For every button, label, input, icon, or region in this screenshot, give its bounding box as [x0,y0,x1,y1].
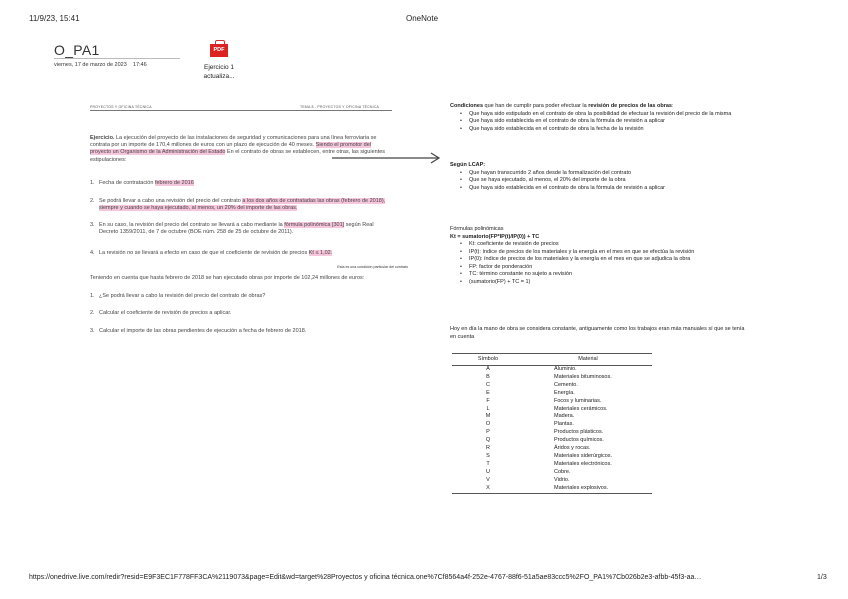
list-item: • FP: factor de ponderación [450,264,750,272]
table-row [452,374,652,382]
symbol-cell: A [486,366,490,372]
symbol-cell: O [485,421,491,428]
materials-table [452,353,652,494]
lcap-block [450,162,750,192]
symbol-cell: S [486,452,490,459]
attachment-name-line1: Ejercicio 1 [204,64,234,71]
symbol-cell: R [486,445,490,452]
table-row [452,390,652,398]
list-item: • Que se haya ejecutado, al menos, el 20% del importe de la obra [450,177,750,185]
conditions-heading [450,103,750,111]
ink-arrow[interactable] [330,150,446,166]
table-row [452,485,652,493]
lcap-heading: Según LCAP: [450,162,486,168]
question-1 [90,293,392,301]
symbol-cell: C [486,381,490,388]
material-cell: Áridos y rocas. [554,445,591,452]
question-text: ¿Se podrá llevar a cabo la revisión del precio del contrato de obras? [99,293,266,299]
print-app-name: OneNote [406,14,439,23]
material-cell: Materiales bituminosos. [554,373,612,380]
attachment-name-line2: actualiza... [203,73,235,80]
list-item: • Kt: coeficiente de revisión de precios [450,241,750,249]
material-cell: Aluminio. [554,366,577,372]
symbol-cell: L [486,405,490,412]
question-text: Calcular el importe de las obras pendientes de ejecución a fecha de febrero de 2018. [99,328,307,334]
symbol-cell: M [485,413,491,420]
material-cell: Plantas. [554,421,574,428]
material-cell: Materiales cerámicos. [554,405,608,412]
table-row [452,429,652,437]
pdf-file-icon [210,40,228,60]
table-row [452,413,652,421]
list-item: • Que haya sido establecida en el contrato de obra la fórmula de revisión a aplicar [450,185,750,193]
material-cell: Productos plásticos. [554,429,604,436]
column-header-symbol: Símbolo [452,354,524,366]
print-page-count: 1/3 [817,574,827,581]
page-timestamp [54,62,147,68]
print-footer-url: https://onedrive.live.com/redir?resid=E9F3EC1F778FF3CA%2119073&page=Edit&wd=target%28Proyectos y oficina técnica.one%7Cf8564a4f-252e-4767-88f6-51a5ae83ccc5%2FO_PA1%7Cb026b2e3-afbb-45f3-aa… [29,574,702,581]
question-text: Calcular el coeficiente de revisión de precios a aplicar. [99,310,232,316]
condition-note: Esta es una condición particular del contrato [337,265,408,269]
question-num: 3. [90,328,95,334]
material-cell: Materiales electrónicos. [554,460,612,467]
stipulation-text: En su caso, la revisión del precio del contrato se llevará a cabo mediante la [99,222,285,228]
material-cell: Madera. [554,413,575,420]
question-3 [90,328,392,336]
material-cell: Energía. [554,389,575,396]
list-item: • Que hayan transcurrido 2 años desde la formalización del contrato [450,170,750,178]
stipulation-num: 2. [90,198,95,204]
symbol-cell: F [486,397,490,404]
list-item: • Que haya sido establecida en el contrato de obra la fecha de la revisión [450,126,750,134]
stipulation-4 [90,250,392,258]
stipulation-num: 3. [90,222,95,228]
symbol-cell: T [486,460,490,467]
table-row [452,421,652,429]
table-row [452,398,652,406]
stipulation-text: Se podrá llevar a cabo una revisión del precio del contrato [99,198,243,204]
running-head-rule [90,110,392,111]
list-item: • (sumatorio(FP) + TC = 1) [450,279,750,287]
material-cell: Vidrio. [554,476,570,483]
exercise-label: Ejercicio. [90,135,115,141]
closing-note: Hoy en día la mano de obra se considera constante, antiguamente como los trabajos eran más manuales sí que se tenía en cuenta [450,326,745,340]
stipulation-num: 1. [90,180,95,186]
stipulation-text: La revisión no se llevará a efecto en caso de que el coeficiente de revisión de precios [99,250,309,256]
table-row [452,461,652,469]
table-row [452,469,652,477]
column-header-material: Material [524,354,652,366]
conditions-block [450,103,750,133]
table-row [452,477,652,485]
conditions-strong: revisión de precios de las obras [588,103,672,109]
conditions-text: que han de cumplir para poder efectuar la [483,103,589,109]
material-cell: Productos químicos. [554,437,604,444]
stipulation-text-tail: según Real Decreto 1359/2011, de 7 de octubre (BOE núm. 258 de 25 de octubre de 2011). [99,222,374,236]
table-row [452,437,652,445]
formula-terms [450,241,750,286]
pdf-attachment[interactable] [192,40,246,81]
symbol-cell: Q [485,437,491,444]
pdf-badge: PDF [210,44,228,57]
stipulation-num: 4. [90,250,95,256]
attachment-name [192,63,246,81]
exercise-intro-text: La ejecución del proyecto de las instalaciones de seguridad y comunicaciones para una línea ferroviaria se contrata por un importe de 170,4 millones de euros con un plazo de ejecución de 40 meses. [90,135,377,149]
lcap-list [450,170,750,193]
list-item: • Que haya sido estipulado en el contrato de obra la posibilidad de efectuar la revisión del precio de la misma [450,111,750,119]
stipulation-highlight: fórmula polinómica [301] [284,222,345,228]
symbol-cell: P [486,429,490,436]
formula-heading: Fórmulas polinómicas [450,226,504,232]
table-header-row [452,354,652,366]
stipulation-highlight: a los dos años de contratadas las obras (febrero de 2018), siempre y cuando se haya ejecutado, al menos, un 20% del importe de las obras. [99,198,386,212]
material-cell: Materiales siderúrgicos. [554,452,613,459]
conditions-list [450,111,750,134]
running-head-right: TEMA 8 - PROYECTOS Y OFICINA TÉCNICA [300,105,380,109]
material-cell: Cobre. [554,468,571,475]
list-item: • TC: término constante no sujeto a revisión [450,271,750,279]
question-num: 2. [90,310,95,316]
stipulation-highlight: febrero de 2016 [154,180,194,186]
conditions-label: Condiciones [450,103,484,109]
table-row [452,366,652,374]
stipulation-text: Fecha de contratación [99,180,155,186]
material-cell: Cemento. [554,381,578,388]
stipulation-2 [90,198,392,214]
material-cell: Materiales explosivos. [524,485,652,493]
table-row [452,445,652,453]
table-row [452,382,652,390]
conditions-colon: : [671,103,674,109]
formula-block [450,226,750,286]
symbol-cell: V [486,476,490,483]
stipulation-3 [90,222,392,238]
symbol-cell: E [486,389,490,396]
print-datetime: 11/9/23, 15:41 [29,14,80,23]
list-item: • IP(t): índice de precios de los materiales y la energía en el mes en que se efectúa la revisión [450,249,750,257]
stipulation-highlight: Kt ≤ 1,02. [308,250,333,256]
symbol-cell: X [452,485,524,493]
symbol-cell: U [486,468,490,475]
formula: Kt = sumatorio(FP*IP(t)/IP(0)) + TC [450,233,540,240]
page-title[interactable]: O_PA1 [54,42,100,58]
table-row [452,453,652,461]
list-item: • IP(0): índice de precios de los materiales y la energía en el mes en que se adjudica la obra [450,256,750,264]
question-num: 1. [90,293,95,299]
exercise-context: Teniendo en cuenta que hasta febrero de 2018 se han ejecutado obras por importe de 102,24 millones de euros: [90,275,365,281]
question-2 [90,310,392,318]
table-row [452,406,652,414]
page-date: viernes, 17 de marzo de 2023 [54,62,127,68]
list-item: • Que haya sido establecida en el contrato de obra la fórmula de revisión a aplicar [450,118,750,126]
stipulation-1 [90,180,392,188]
material-cell: Focos y luminarias. [554,397,602,404]
title-divider [54,58,180,59]
exercise-intro-tail: En el contrato de obras se establecen, entre otras, las siguientes estipulaciones: [90,149,386,163]
symbol-cell: B [486,373,490,380]
page-time: 17:46 [132,62,147,68]
intro-highlight: Siendo el promotor del proyecto un Organismo de la Administración del Estado [90,142,371,156]
running-head-left: PROYECTOS Y OFICINA TÉCNICA [90,105,152,109]
